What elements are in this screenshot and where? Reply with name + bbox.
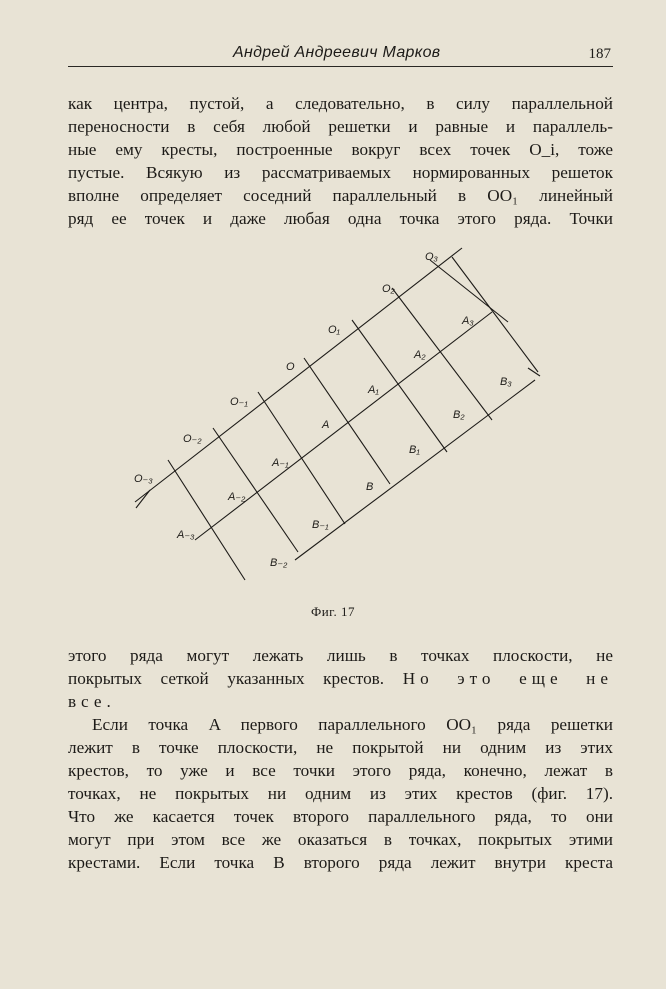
text-line: Если точка A первого параллельного OO₁ ряда решетки [92,715,613,734]
row-line-o [135,248,462,502]
label-a3: A₃ [462,315,474,327]
figure-caption: Фиг. 17 [310,604,356,619]
label-bm2: B₋₂ [270,557,288,569]
text-line: могут при этом все же оказаться в точках, покрытых этими [68,830,613,849]
emphasis-spaced: Но это еще не [402,669,613,688]
row-line-a [195,312,492,540]
label-b2: B₂ [453,409,465,421]
text-line: точках, не покрытых ни одним из этих крестов (фиг. 17). [68,784,613,803]
label-b3: B₃ [500,376,512,388]
text-line: пустые. Всякую из рассматриваемых нормированных решеток [68,163,613,182]
label-o1: O₁ [328,324,341,336]
text-fragment: покрытых сеткой указанных крестов. [68,669,385,688]
label-o3: O₃ [425,251,438,263]
text-line: как центра, пустой, а следовательно, в силу параллельной [68,94,613,113]
label-om3: O₋₃ [134,473,153,485]
label-a: A [322,419,330,431]
label-o2: O₂ [382,283,395,295]
paragraph-bottom [68,713,613,874]
label-a1: A₁ [368,384,379,396]
cross-line [430,260,508,322]
text-line: переносности в себя любой решетки и равные и параллель- [68,117,613,136]
tick-mark [528,368,540,376]
running-title: Андрей Андреевич Марков [233,44,441,61]
text-line: вполне определяет соседний параллельный в OO₁ линейный [68,186,613,205]
label-bm1: B₋₁ [312,519,329,531]
text-line: крестами. Если точка B второго ряда лежит внутри креста [68,853,613,872]
cross-line [392,288,492,420]
cross-line [168,460,245,580]
text-line: лежит в точке плоскости, не покрытой ни одним из этих [68,738,613,757]
paragraph-top [68,92,613,230]
label-om2: O₋₂ [183,433,202,445]
page-number: 187 [588,46,611,62]
text-line: Что же касается точек второго параллельного ряда, то они [68,807,613,826]
label-o: O [286,361,295,373]
text-line: ные ему кресты, построенные вокруг всех точек O_i, тоже [68,140,613,159]
label-am2: A₋₂ [228,491,246,503]
cross-line [213,428,298,552]
lattice-figure [120,240,560,590]
label-am1: A₋₁ [272,457,289,469]
text-line [68,667,613,690]
running-head [68,38,613,67]
text-line: крестов, то уже и все точки этого ряда, конечно, лежат в [68,761,613,780]
text-line: ряд ее точек и даже любая одна точка этого ряда. Точки [68,209,613,228]
label-om1: O₋₁ [230,396,248,408]
text-line [68,690,613,713]
cross-line [352,320,447,452]
label-b1: B₁ [409,444,420,456]
lattice-diagram [120,240,560,590]
label-am3: A₋₃ [177,529,195,541]
paragraph-after-figure [68,644,613,713]
cross-line [304,358,390,484]
label-a2: A₂ [414,349,426,361]
emphasis-spaced: все. [68,692,116,711]
text-line: этого ряда могут лежать лишь в точках плоскости, не [68,646,613,665]
label-b: B [366,481,374,493]
